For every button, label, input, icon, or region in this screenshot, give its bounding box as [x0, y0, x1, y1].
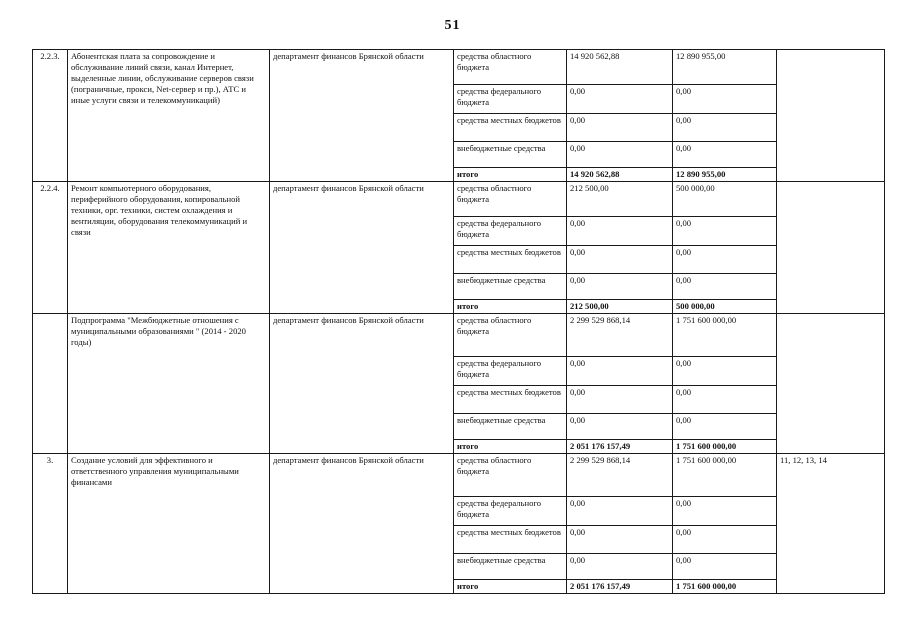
amount-year-1: 0,00 [567, 526, 673, 554]
indicators: 11, 12, 13, 14 [777, 454, 885, 594]
item-number: 2.2.3. [33, 50, 68, 182]
amount-year-1: 0,00 [567, 274, 673, 300]
amount-year-1: 212 500,00 [567, 300, 673, 314]
funding-source: итого [454, 168, 567, 182]
page-number: 51 [444, 18, 461, 33]
funding-source: средства областного бюджета [454, 182, 567, 217]
amount-year-2: 0,00 [673, 497, 777, 526]
amount-year-2: 0,00 [673, 85, 777, 114]
funding-source: средства областного бюджета [454, 454, 567, 497]
funding-source: внебюджетные средства [454, 414, 567, 440]
funding-source: средства местных бюджетов [454, 114, 567, 142]
executor: департамент финансов Брянской области [270, 50, 454, 182]
amount-year-1: 0,00 [567, 497, 673, 526]
amount-year-2: 0,00 [673, 246, 777, 274]
funding-source: внебюджетные средства [454, 274, 567, 300]
funding-source: средства областного бюджета [454, 50, 567, 85]
table-row [33, 182, 885, 217]
amount-year-2: 0,00 [673, 274, 777, 300]
amount-year-1: 0,00 [567, 142, 673, 168]
funding-source: итого [454, 300, 567, 314]
amount-year-1: 2 299 529 868,14 [567, 454, 673, 497]
table-row [33, 454, 885, 497]
indicators [777, 182, 885, 314]
amount-year-1: 0,00 [567, 554, 673, 580]
table-row [33, 50, 885, 85]
executor: департамент финансов Брянской области [270, 314, 454, 454]
amount-year-2: 1 751 600 000,00 [673, 314, 777, 357]
funding-source: внебюджетные средства [454, 554, 567, 580]
indicators [777, 314, 885, 454]
amount-year-2: 1 751 600 000,00 [673, 440, 777, 454]
amount-year-2: 0,00 [673, 526, 777, 554]
amount-year-2: 0,00 [673, 142, 777, 168]
amount-year-1: 2 051 176 157,49 [567, 440, 673, 454]
funding-source: средства федерального бюджета [454, 85, 567, 114]
funding-source: средства федерального бюджета [454, 217, 567, 246]
amount-year-2: 0,00 [673, 414, 777, 440]
amount-year-1: 2 299 529 868,14 [567, 314, 673, 357]
amount-year-2: 0,00 [673, 554, 777, 580]
table-row [33, 314, 885, 357]
amount-year-2: 12 890 955,00 [673, 50, 777, 85]
item-name: Подпрограмма "Межбюджетные отношения с муниципальными образованиями " (2014 - 2020 годы) [68, 314, 270, 454]
funding-source: итого [454, 440, 567, 454]
funding-source: средства местных бюджетов [454, 386, 567, 414]
amount-year-2: 500 000,00 [673, 300, 777, 314]
amount-year-1: 14 920 562,88 [567, 168, 673, 182]
funding-source: итого [454, 580, 567, 594]
funding-source: средства федерального бюджета [454, 357, 567, 386]
item-number: 3. [33, 454, 68, 594]
amount-year-1: 0,00 [567, 114, 673, 142]
funding-source: средства областного бюджета [454, 314, 567, 357]
amount-year-1: 0,00 [567, 85, 673, 114]
amount-year-1: 0,00 [567, 217, 673, 246]
funding-source: средства местных бюджетов [454, 526, 567, 554]
budget-table [32, 49, 885, 594]
amount-year-2: 0,00 [673, 386, 777, 414]
funding-source: внебюджетные средства [454, 142, 567, 168]
funding-source: средства федерального бюджета [454, 497, 567, 526]
item-number [33, 314, 68, 454]
item-number: 2.2.4. [33, 182, 68, 314]
executor: департамент финансов Брянской области [270, 182, 454, 314]
amount-year-2: 0,00 [673, 357, 777, 386]
item-name: Ремонт компьютерного оборудования, периферийного оборудования, копировальной техники, орг. техники, систем охлаждения и вентиляции, оборудования телекоммуникаций и связи [68, 182, 270, 314]
amount-year-1: 14 920 562,88 [567, 50, 673, 85]
amount-year-2: 0,00 [673, 114, 777, 142]
item-name: Создание условий для эффективного и ответственного управления муниципальными финансами [68, 454, 270, 594]
amount-year-2: 1 751 600 000,00 [673, 580, 777, 594]
amount-year-2: 12 890 955,00 [673, 168, 777, 182]
amount-year-1: 212 500,00 [567, 182, 673, 217]
amount-year-2: 1 751 600 000,00 [673, 454, 777, 497]
amount-year-1: 0,00 [567, 357, 673, 386]
amount-year-2: 500 000,00 [673, 182, 777, 217]
executor: департамент финансов Брянской области [270, 454, 454, 594]
indicators [777, 50, 885, 182]
amount-year-1: 0,00 [567, 414, 673, 440]
amount-year-1: 0,00 [567, 246, 673, 274]
funding-source: средства местных бюджетов [454, 246, 567, 274]
amount-year-1: 0,00 [567, 386, 673, 414]
item-name: Абонентская плата за сопровождение и обслуживание линий связи, канал Интернет, выделенные линии, обслуживание серверов связи (пограничные, прокси, Net-сервер и пр.), АТС и иные услуги связи и телекоммуникаций) [68, 50, 270, 182]
amount-year-1: 2 051 176 157,49 [567, 580, 673, 594]
amount-year-2: 0,00 [673, 217, 777, 246]
